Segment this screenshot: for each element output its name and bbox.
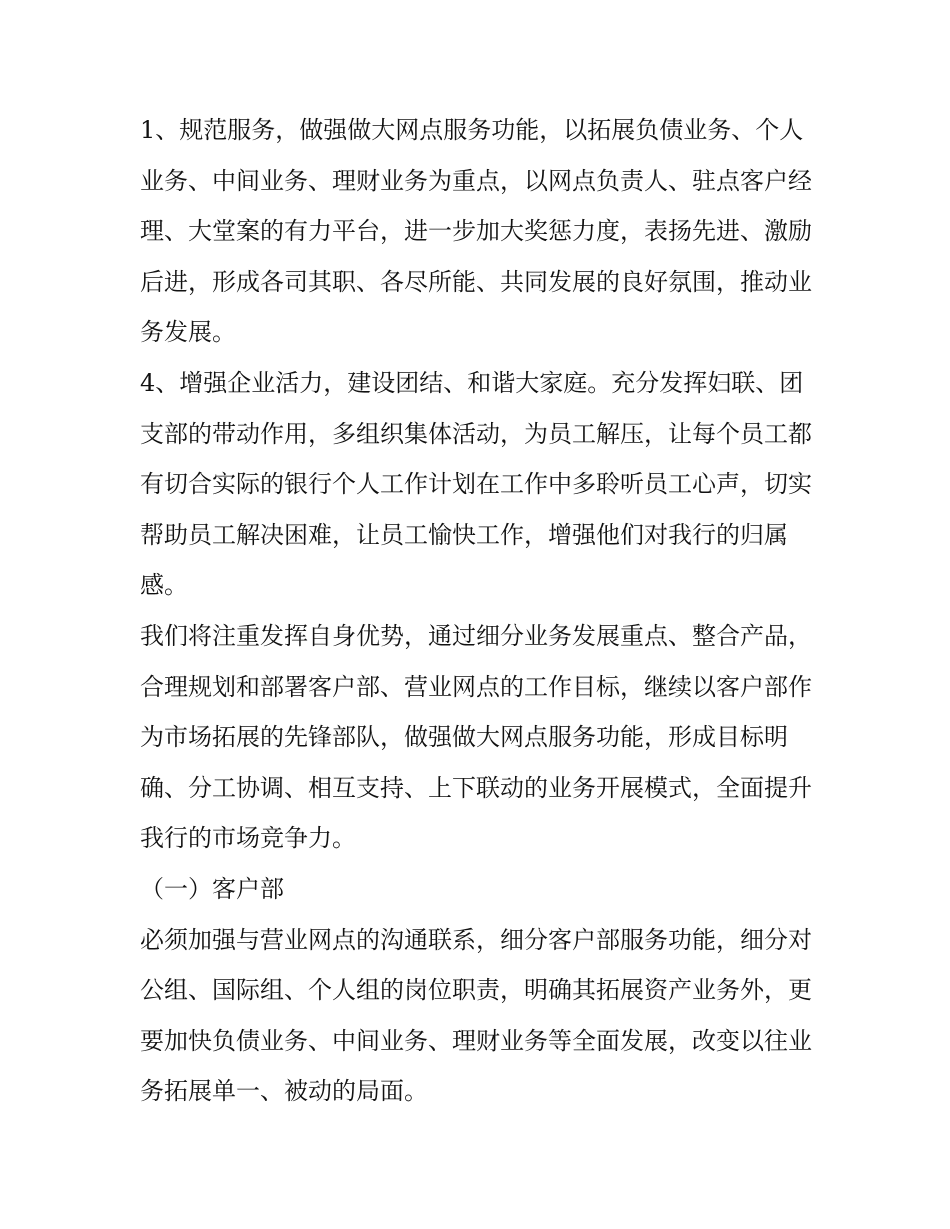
paragraph-customer-dept: 必须加强与营业网点的沟通联系，细分客户部服务功能，细分对公组、国际组、个人组的岗位职责，明确其拓展资产业务外，更要加快负债业务、中间业务、理财业务等全面发展，改变以往业务拓展单一、被动的局面。	[140, 925, 812, 1106]
document-body	[140, 105, 820, 1117]
section-heading-customer-dept: （一）客户部	[140, 874, 284, 903]
paragraph-service-standard: 1、规范服务，做强做大网点服务功能，以拓展负债业务、个人业务、中间业务、理财业务为重点，以网点负责人、驻点客户经理、大堂案的有力平台，进一步加大奖惩力度，表扬先进、激励后进，形成各司其职、各尽所能、共同发展的良好氛围，推动业务发展。	[140, 116, 812, 347]
paragraph-strategy: 我们将注重发挥自身优势，通过细分业务发展重点、整合产品，合理规划和部署客户部、营业网点的工作目标，继续以客户部作为市场拓展的先锋部队，做强做大网点服务功能，形成目标明确、分工协调、相互支持、上下联动的业务开展模式，全面提升我行的市场竞争力。	[140, 621, 812, 853]
paragraph-enterprise-vitality: 4、增强企业活力，建设团结、和谐大家庭。充分发挥妇联、团支部的带动作用，多组织集体活动，为员工解压，让每个员工都有切合实际的银行个人工作计划在工作中多聆听员工心声，切实帮助员工解决困难，让员工愉快工作，增强他们对我行的归属感。	[140, 368, 812, 600]
